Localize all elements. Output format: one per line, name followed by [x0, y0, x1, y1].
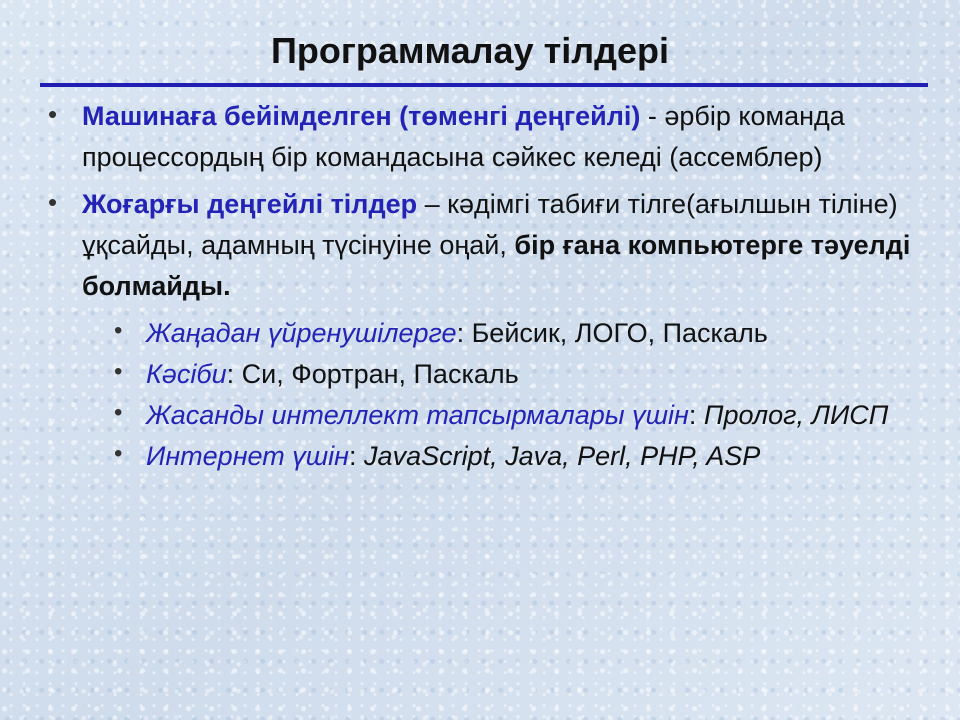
subbullet-dot-icon: •	[114, 317, 123, 344]
subbullet-label: Жаңадан үйренушілерге	[146, 318, 457, 348]
bullet-list	[48, 96, 928, 477]
subbullet-dot-icon: •	[114, 358, 123, 385]
bullet-bold-text: бір ғана компьютерге тәуелді болмайды.	[82, 230, 911, 301]
subbullet-sep: :	[226, 359, 235, 389]
bullet-dot-icon: •	[48, 99, 58, 129]
subbullet-label: Кәсіби	[146, 359, 227, 389]
bullet-text: – кәдімгі табиғи тілге(ағылшын тіліне) ұқсайды, адамның түсінуіне оңай,	[82, 189, 898, 260]
subbullet-sep: :	[688, 400, 697, 430]
bullet-dot-icon: •	[48, 187, 58, 217]
subbullet-dot-icon: •	[114, 440, 123, 467]
bullet-text: - әрбір команда процессордың бір командасына сәйкес келеді (ассемблер)	[82, 101, 845, 172]
bullet-highlight: Машинаға бейімделген (төменгі деңгейлі)	[82, 101, 641, 131]
bullet-item-high-level	[48, 184, 928, 307]
subbullet-sep: :	[456, 318, 465, 348]
subbullet-text: Бейсик, ЛОГО, Паскаль	[464, 318, 768, 348]
slide-title: Программалау тілдері	[271, 30, 669, 71]
subbullet-sep: :	[349, 441, 357, 471]
subbullet-dot-icon: •	[114, 399, 123, 426]
subbullet-text: JavaScript, Java, Perl, PHP, ASP	[356, 441, 761, 471]
subbullet-item-beginners	[48, 313, 928, 354]
subbullet-text: Си, Фортран, Паскаль	[234, 359, 519, 389]
subbullet-text: Пролог, ЛИСП	[696, 400, 889, 430]
subbullet-label: Интернет үшін	[146, 441, 350, 471]
bullet-item-low-level	[48, 96, 928, 178]
subbullet-label: Жасанды интеллект тапсырмалары үшін	[146, 400, 689, 430]
title-underline	[40, 83, 928, 87]
subbullet-item-professional	[48, 354, 928, 395]
subbullet-item-internet	[48, 436, 928, 477]
subbullet-item-ai	[48, 395, 928, 436]
bullet-highlight: Жоғарғы деңгейлі тілдер	[82, 189, 418, 219]
